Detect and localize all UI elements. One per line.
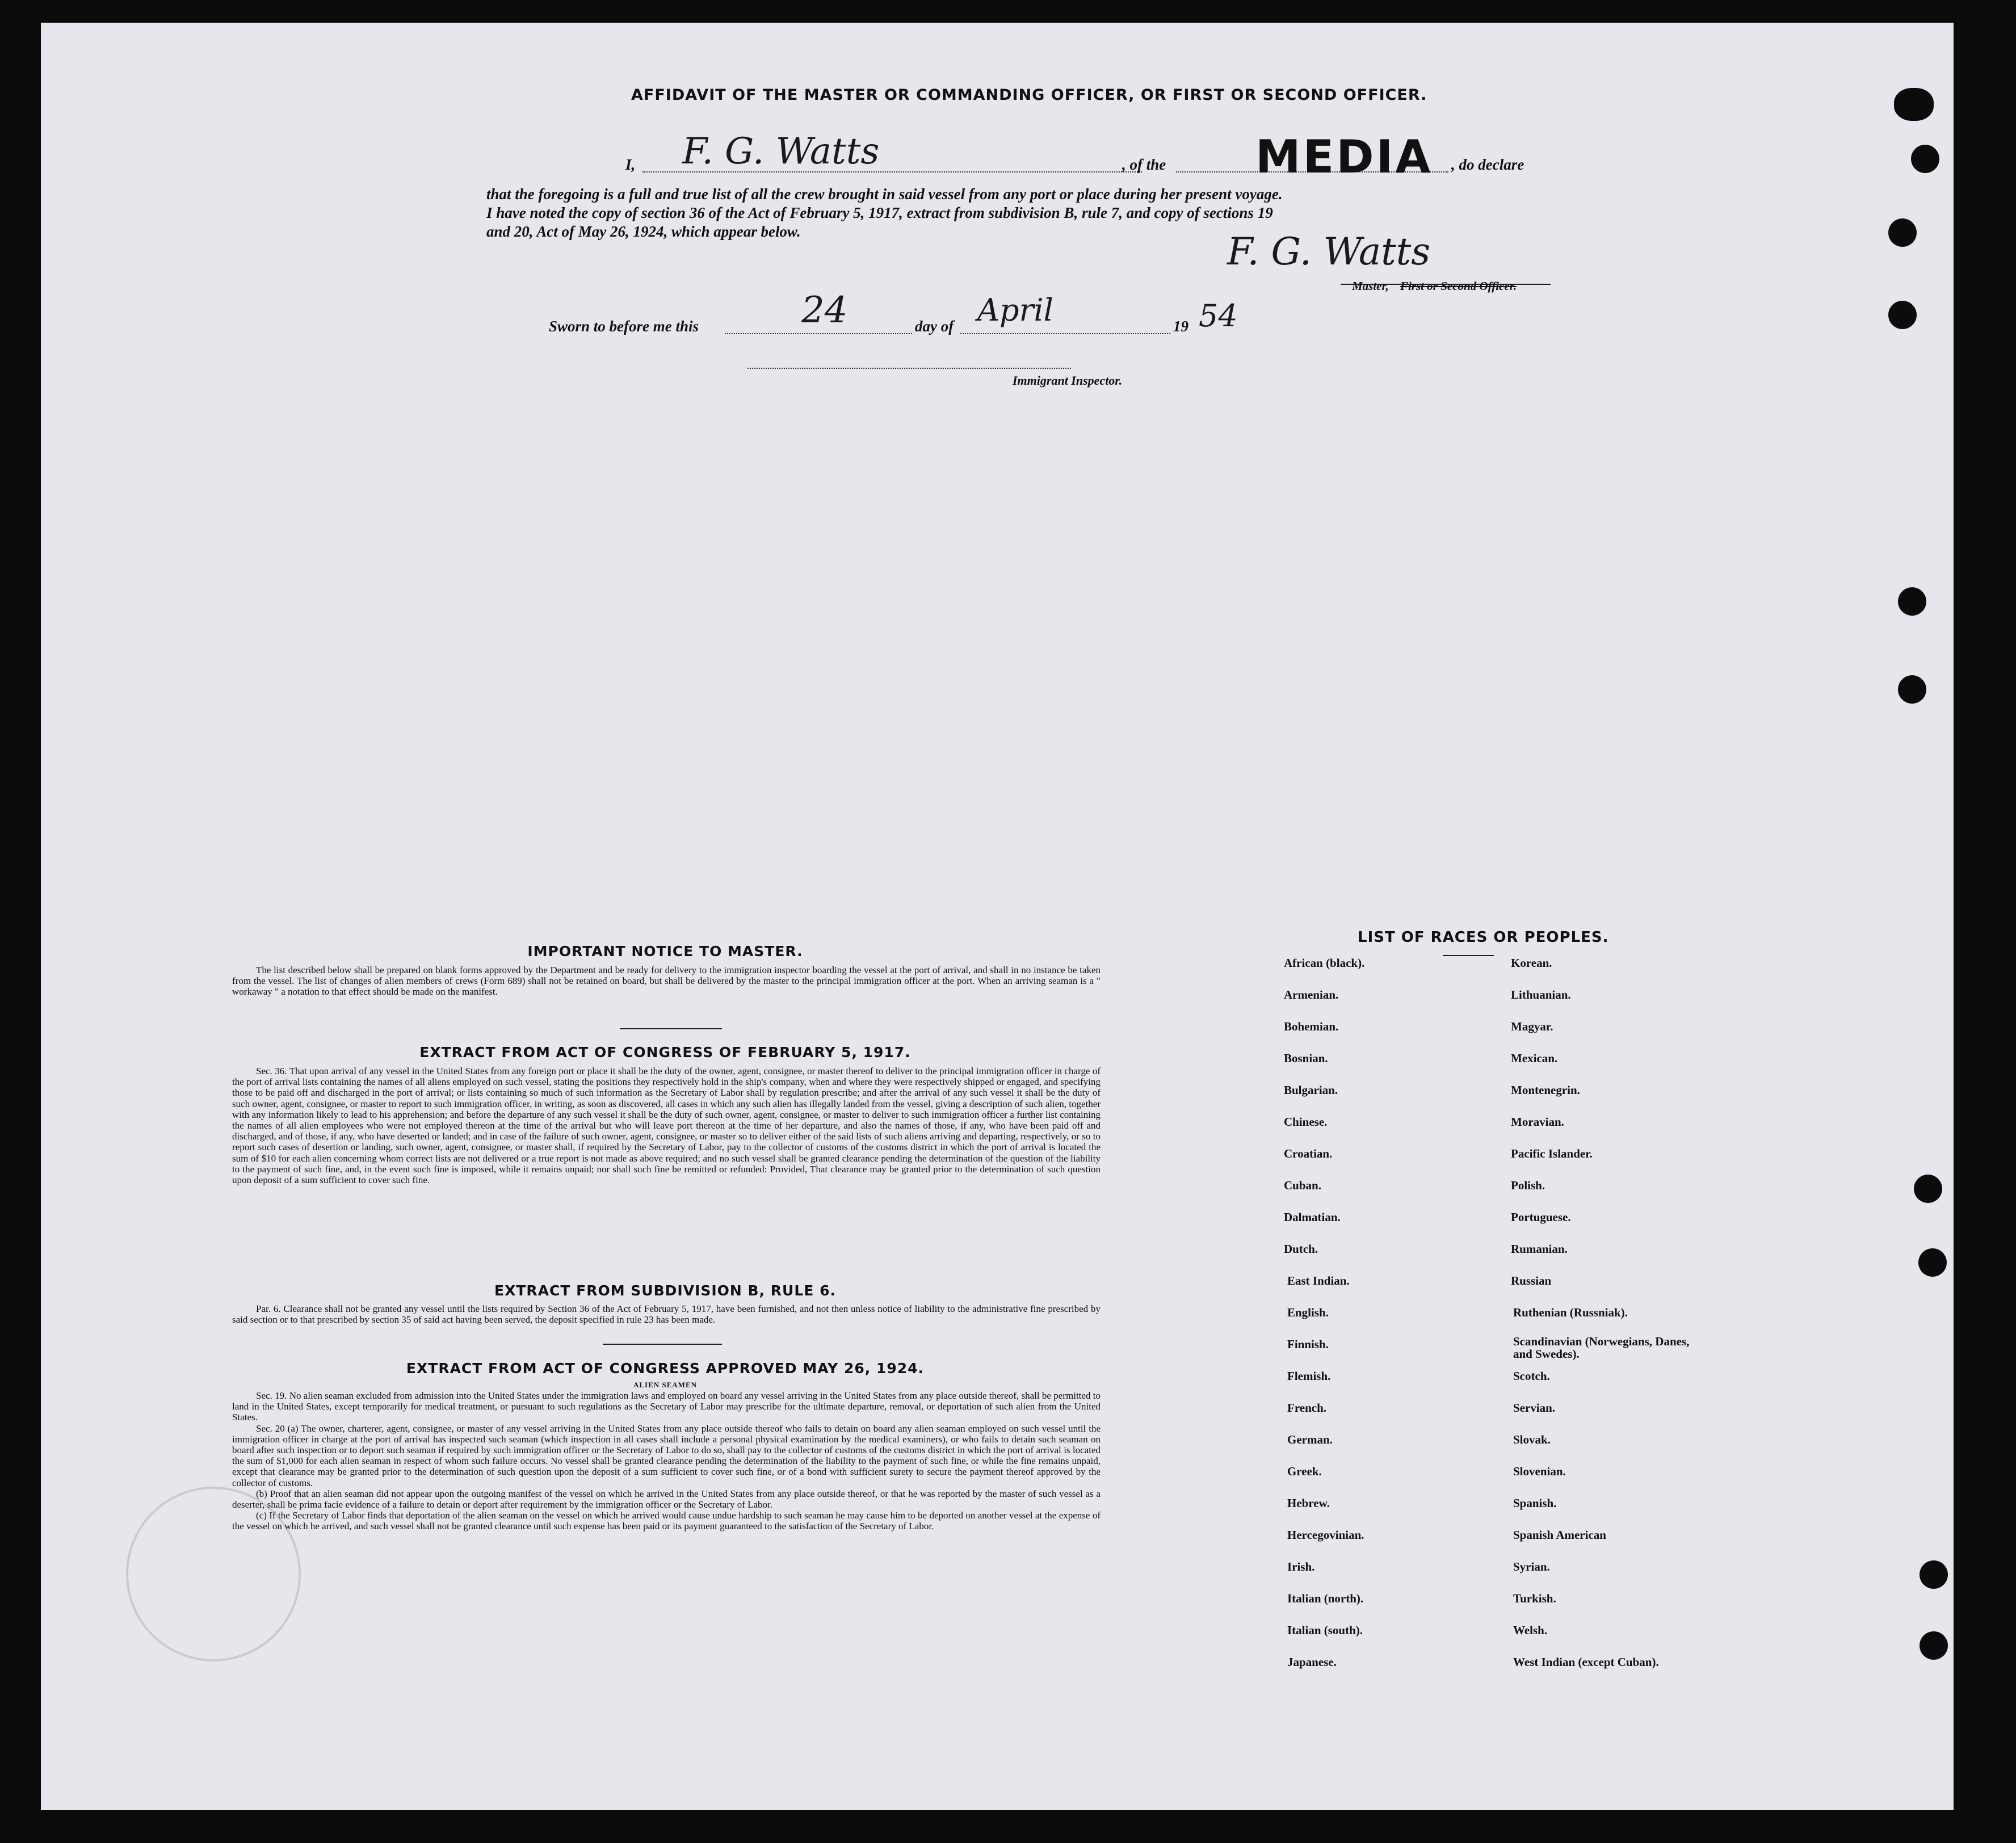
- race-item: French.: [1287, 1401, 1327, 1415]
- i-label: I,: [625, 156, 636, 173]
- race-item: Rumanian.: [1511, 1242, 1568, 1256]
- year-suffix-handwritten: 54: [1199, 298, 1238, 334]
- punch-hole: [1911, 145, 1939, 173]
- race-item: Spanish.: [1513, 1496, 1557, 1510]
- punch-hole: [1914, 1175, 1942, 1203]
- notice-paragraph: The list described below shall be prepared on blank forms approved by the Department and be ready for delivery to the immigration inspector boarding the vessel at the port of arrival, and shall in no instance be taken from the vessel. The list of changes of alien members of crews (Form 689) shall not be retained on board, but shall be delivered by the master to the principal immigration officer at the port. When an arriving seaman is a " workaway " a notation to that effect should be made on the manifest.: [232, 965, 1101, 998]
- punch-hole: [1920, 1560, 1948, 1589]
- race-item: Magyar.: [1511, 1020, 1553, 1033]
- punch-hole: [1888, 218, 1917, 247]
- declaration-line-3: and 20, Act of May 26, 1924, which appear below.: [486, 223, 801, 240]
- race-item: Russian: [1511, 1274, 1552, 1287]
- race-item: Cuban.: [1284, 1179, 1321, 1192]
- race-item: German.: [1287, 1433, 1333, 1446]
- race-item: Montenegrin.: [1511, 1083, 1580, 1097]
- race-item: Italian (south).: [1287, 1623, 1363, 1637]
- affidavit-title: AFFIDAVIT OF THE MASTER OR COMMANDING OFFICER, OR FIRST OR SECOND OFFICER.: [631, 86, 1427, 104]
- race-item: Dalmatian.: [1284, 1210, 1341, 1224]
- sec-20a-paragraph: Sec. 20 (a) The owner, charterer, agent, consignee, or master of any vessel arriving in the United States from any place outside thereof who fails to detain on board any alien seaman employed on such vessel until the immigration officer in charge at the port of arrival has inspected such seaman (which inspection in all cases shall include a personal physical examination by the medical examiners), or who fails to detain such seaman on board after such inspection or to deport such seaman if required by such immigration officer or the Secretary of Labor to do so, shall pay to the collector of customs of the customs district in which the port of arrival is located the sum of $1,000 for each alien seaman in respect of whom such failure occurs. No vessel shall be granted clearance pending the determination of the liability to the payment of such fine, or while the fine remains unpaid, except that clearance may be granted prior to the determination of such question upon the deposit of a sum sufficient to cover such fine, or of a bond with sufficient surety to secure the payment thereof approved by the collector of customs.: [232, 1423, 1101, 1488]
- race-item: Croatian.: [1284, 1147, 1333, 1160]
- notice-text: [232, 965, 1101, 998]
- race-item: Portuguese.: [1511, 1210, 1571, 1224]
- race-item: African (black).: [1284, 956, 1365, 970]
- race-item: Armenian.: [1284, 988, 1339, 1002]
- sec-20b-paragraph: (b) Proof that an alien seaman did not appear upon the outgoing manifest of the vessel on which he arrived in the United States from any place outside thereof, or that he was reported by the master of such vessel as a deserter, shall be prima facie evidence of a failure to detain or deport after requirement by the immigration officer or the Secretary of Labor.: [232, 1488, 1101, 1510]
- notice-divider: [620, 1028, 722, 1029]
- punch-hole: [1888, 301, 1917, 329]
- race-item: Hercegovinian.: [1287, 1528, 1364, 1542]
- extract-1917-title: EXTRACT FROM ACT OF CONGRESS OF FEBRUARY 5, 1917.: [419, 1044, 911, 1061]
- sec-36-paragraph: Sec. 36. That upon arrival of any vessel in the United States from any foreign port or place it shall be the duty of the owner, agent, consignee, or master thereof to deliver to the principal immigration officer in charge of the port of arrival lists containing the names of all aliens employed on such vessel, stating the positions they respectively hold in the ship's company, when and where they were respectively shipped or engaged, and specifying those to be paid off and discharged in the port of arrival; or lists containing so much of such information as the Secretary of Labor shall by regulation prescribe; and after the arrival of any such vessel it shall be the duty of such owner, agent, consignee, or master to report to such immigration officer, in writing, as soon as discovered, all cases in which any such alien has illegally landed from the vessel, giving a description of such alien, together with any information likely to lead to his apprehension; and before the departure of any such vessel it shall be the duty of such owner, agent, consignee, or master to deliver to such immigration officer a further list containing the names of all alien employees who were not employed thereon at the time of the arrival but who will leave port thereon at the time of her departure, and also the names of those, if any, who have been paid off and discharged, and of those, if any, who have deserted or landed; and in case of the failure of such owner, agent, consignee, or master so to deliver either of the said lists of such aliens arriving and departing, respectively, or so to report such cases of desertion or landing, such owner, agent, consignee, or master shall, if required by the Secretary of Labor, pay to the collector of customs of the customs district in which the port of arrival is located the sum of $10 for each alien concerning whom correct lists are not delivered or a true report is not made as above required; and no such vessel shall be granted clearance pending the determination of the question of the liability to the payment of such fine, and, in the event such fine is imposed, while it remains unpaid; nor shall such fine be remitted or refunded: Provided, That clearance may be granted prior to the determination of such question upon deposit of a sum sufficient to cover such fine.: [232, 1066, 1101, 1186]
- master-label: Master,: [1352, 279, 1389, 293]
- immigrant-inspector-label: Immigrant Inspector.: [1013, 373, 1123, 388]
- day-of-label: day of: [915, 318, 954, 335]
- extract-1924-text: [232, 1390, 1101, 1532]
- punch-hole: [1918, 1248, 1947, 1277]
- race-item: Japanese.: [1287, 1655, 1337, 1669]
- race-item: Chinese.: [1284, 1115, 1328, 1129]
- race-item: Welsh.: [1513, 1623, 1548, 1637]
- sworn-month-line: [960, 333, 1170, 334]
- extract-1924-title: EXTRACT FROM ACT OF CONGRESS APPROVED MAY 26, 1924.: [406, 1360, 925, 1377]
- race-item: Flemish.: [1287, 1369, 1331, 1383]
- race-item: Irish.: [1287, 1560, 1315, 1573]
- declaration-line-1: that the foregoing is a full and true list of all the crew brought in said vessel from any port or place during her present voyage.: [486, 186, 1283, 203]
- race-item: Slovenian.: [1513, 1465, 1566, 1478]
- race-item: Ruthenian (Russniak).: [1513, 1306, 1628, 1319]
- master-name-handwritten: F. G. Watts: [682, 131, 880, 172]
- race-item: East Indian.: [1287, 1274, 1350, 1287]
- race-item: Syrian.: [1513, 1560, 1550, 1573]
- extract-rule-6-text: [232, 1303, 1101, 1325]
- race-item: Servian.: [1513, 1401, 1556, 1415]
- notice-title: IMPORTANT NOTICE TO MASTER.: [527, 943, 803, 960]
- race-item: West Indian (except Cuban).: [1513, 1655, 1659, 1669]
- race-item: Mexican.: [1511, 1051, 1558, 1065]
- race-item: Slovak.: [1513, 1433, 1551, 1446]
- extract-1917-text: [232, 1066, 1101, 1185]
- sec-20c-paragraph: (c) If the Secretary of Labor finds that deportation of the alien seaman on the vessel on which he arrived would cause undue hardship to such seaman he may cause him to be deported on another vessel at the expense of the vessel on which he arrived, and such vessel shall not be granted clearance until such expense has been paid or its payment guaranteed to the satisfaction of the Secretary of Labor.: [232, 1510, 1101, 1532]
- do-declare-label: , do declare: [1451, 156, 1524, 173]
- punch-hole: [1894, 88, 1934, 121]
- inspector-signature-line: [747, 368, 1071, 369]
- master-signature: F. G. Watts: [1227, 230, 1431, 273]
- race-item: Scotch.: [1513, 1369, 1550, 1383]
- sworn-label: Sworn to before me this: [549, 318, 699, 335]
- race-item: Bohemian.: [1284, 1020, 1339, 1033]
- sworn-day-handwritten: 24: [801, 289, 848, 331]
- punch-hole: [1898, 675, 1926, 704]
- races-title: LIST OF RACES OR PEOPLES.: [1358, 929, 1609, 946]
- extract-rule-6-title: EXTRACT FROM SUBDIVISION B, RULE 6.: [494, 1282, 836, 1299]
- sworn-day-line: [725, 333, 912, 334]
- race-item: Spanish American: [1513, 1528, 1606, 1542]
- alien-seamen-subtitle: ALIEN SEAMEN: [633, 1381, 698, 1389]
- race-item: Moravian.: [1511, 1115, 1564, 1129]
- race-item: Lithuanian.: [1511, 988, 1571, 1002]
- race-item: Korean.: [1511, 956, 1552, 970]
- race-item: Polish.: [1511, 1179, 1545, 1192]
- race-item: Scandinavian (Norwegians, Danes, and Swedes).: [1513, 1335, 1690, 1361]
- punch-hole: [1898, 587, 1926, 616]
- year-prefix: 19: [1173, 318, 1188, 335]
- sec-19-paragraph: Sec. 19. No alien seaman excluded from admission into the United States under the immigration laws and employed on board any vessel arriving in the United States from any place outside thereof, shall be permitted to land in the United States, except temporarily for medical treatment, or pursuant to such regulations as the Secretary of Labor may prescribe for the ultimate departure, removal, or deportation of such alien from the United States.: [232, 1390, 1101, 1423]
- sworn-month-handwritten: April: [977, 292, 1053, 328]
- race-item: Italian (north).: [1287, 1592, 1364, 1605]
- race-item: Turkish.: [1513, 1592, 1556, 1605]
- of-the-label: , of the: [1122, 156, 1166, 173]
- race-item: Bosnian.: [1284, 1051, 1328, 1065]
- par-6-paragraph: Par. 6. Clearance shall not be granted any vessel until the lists required by Section 36 of the Act of February 5, 1917, have been furnished, and not then unless notice of liability to the administrative fine prescribed by said section or to that prescribed by section 35 of said act having been served, the deposit specified in rule 23 has been made.: [232, 1303, 1101, 1326]
- races-divider: [1443, 955, 1494, 956]
- race-item: Hebrew.: [1287, 1496, 1330, 1510]
- race-item: Dutch.: [1284, 1242, 1318, 1256]
- punch-hole: [1920, 1631, 1948, 1660]
- rule-6-divider: [603, 1344, 722, 1345]
- vessel-name-stamp: MEDIA: [1255, 131, 1433, 183]
- declaration-line-2: I have noted the copy of section 36 of the Act of February 5, 1917, extract from subdivision B, rule 7, and copy of sections 19: [486, 204, 1273, 221]
- race-item: Greek.: [1287, 1465, 1322, 1478]
- race-item: Bulgarian.: [1284, 1083, 1338, 1097]
- race-item: Finnish.: [1287, 1337, 1329, 1351]
- document-sheet: [41, 23, 1954, 1810]
- race-item: Pacific Islander.: [1511, 1147, 1593, 1160]
- first-second-officer-struck: First or Second Officer.: [1400, 279, 1517, 293]
- race-item: English.: [1287, 1306, 1329, 1319]
